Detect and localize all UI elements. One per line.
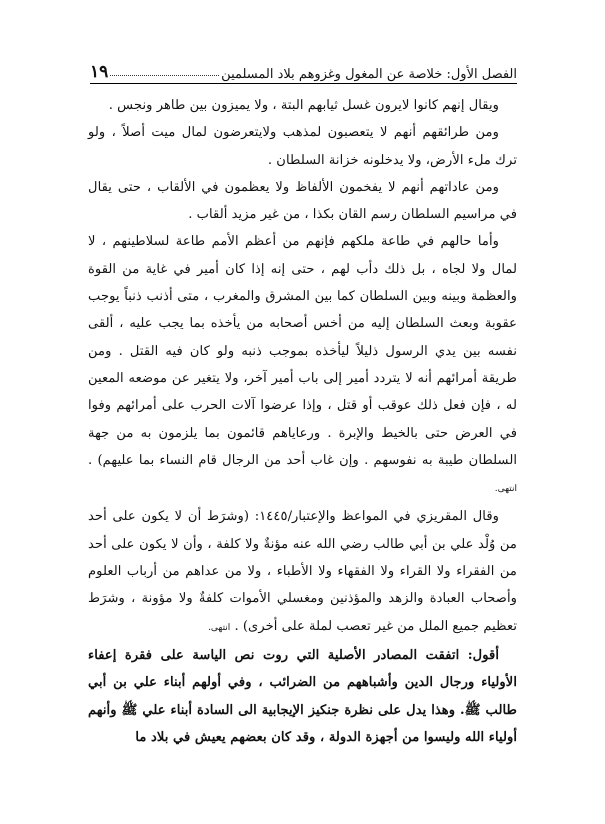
chapter-title: الفصل الأول: خلاصة عن المغول وغزوهم بلاد المسلمين <box>221 67 517 82</box>
paragraph <box>88 174 517 229</box>
paragraph-text: ويقال إنهم كانوا لايرون غسل ثيابهم البتة ، ولا يميزون بين طاهر ونجس . <box>108 98 499 113</box>
running-header <box>90 58 517 82</box>
paragraph-text: ومن عاداتهم أنهم لا يفخمون الألفاظ ولا يعظمون في الألقاب ، حتى يقال في مراسيم السلطان رسم القان بكذا ، من غير مزيد ألقاب . <box>88 179 517 223</box>
paragraph-text: ومن طرائقهم أنهم لا يتعصبون لمذهب ولايتعرضون لمال ميت أصلاً ، ولو ترك ملء الأرض، ولا يدخلونه خزانة السلطان . <box>88 125 517 168</box>
body-text <box>88 92 517 751</box>
paragraph-text: وقال المقريزي في المواعظ والإعتبار/١٤٤٥: (وشرَط أن لا يكون على أحد من وُلْد علي بن أبي طالب رضي الله عنه مؤنةٌ ولا كلفة ، وأن لا يكون على أحد من الفقراء ولا القراء ولا الفقهاء ولا الأطباء ، ولا من عداهم من أرباب العلوم وأصحاب العبادة والزهد والمؤذنين ومغسلي الأموات كلفةٌ ولا مؤونة ، وشرَط تعظيم جميع الملل من غير تعصب لملة على أخرى) . <box>88 509 517 634</box>
page-number: ١٩ <box>90 62 109 82</box>
end-note: انتهى. <box>494 484 517 495</box>
paragraph <box>88 92 517 119</box>
paragraph <box>88 642 517 751</box>
paragraph-text: أقول: اتفقت المصادر الأصلية التي روت نص الياسة على فقرة إعفاء الأولياء ورجال الدين وأشباههم من الضرائب ، وفي أولهم أبناء علي بن أبي طالب ﷺ. وهذا يدل على نظرة جنكيز الإيجابية الى السادة أبناء علي ﷺ وأنهم أولياء الله وليسوا من أجهزة الدولة ، وقد كان بعضهم يعيش في بلاد ما <box>88 647 517 745</box>
paragraph-text: وأما حالهم في طاعة ملكهم فإنهم من أعظم الأمم طاعة لسلاطينهم ، لا لمال ولا لجاه ، بل ذلك دأب لهم ، حتى إنه إذا كان أمير في غاية من القوة والعظمة وبينه وبين السلطان كما بين المشرق والمغرب ، متى أذنب ذنباً يوجب عقوبة وبعث السلطان إليه من أخس أصحابه من يأخذه بما يجب عليه ، ألقى نفسه بين يدي الرسول ذليلاً ليأخذه بموجب ذنبه ولو كان فيه القتل . ومن طريقة أمرائهم أنه لا يتردد أمير إلى باب أمير آخر، ولا يتغير عن موضعه المعين له ، فإن فعل ذلك عوقب أو قتل ، وإذا عرضوا آلات الحرب على أمرائهم وفوا في العرض حتى بالخيط والإبرة . ورعاياهم قائمون بما يلزمون به من جهة السلطان طيبة به نفوسهم . وإن غاب أحد من الرجال قام النساء بما عليهم) . <box>88 234 517 468</box>
header-rule <box>90 83 517 84</box>
leader-dots <box>110 75 219 76</box>
paragraph <box>88 228 517 503</box>
paragraph <box>88 503 517 641</box>
end-note: انتهى. <box>208 622 231 633</box>
paragraph <box>88 119 517 174</box>
